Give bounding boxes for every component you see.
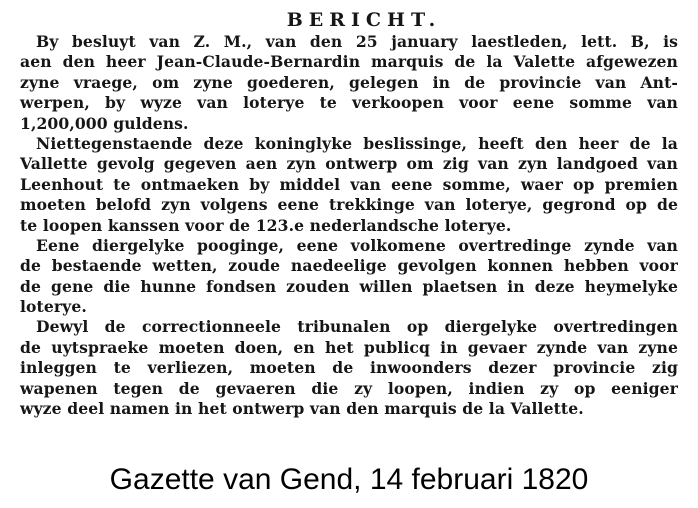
text-line: wapenen tegen de gevaeren die zy loopen, indien zy op eeniger <box>20 378 678 398</box>
text-line: inleggen te verliezen, moeten de inwoonders dezer provincie zig <box>20 358 678 378</box>
text-line: Dewyl de correctionneele tribunalen op diergelyke overtredingen <box>36 317 678 337</box>
text-line: de uytspraeke moeten doen, en het publicq in gevaer zynde van zyne <box>20 337 678 357</box>
text-line: Vallette gevolg gegeven aen zyn ontwerp om zig van zyn landgoed van <box>20 154 678 174</box>
caption: Gazette van Gend, 14 februari 1820 <box>109 463 589 496</box>
text-line: zyne vraege, om zyne goederen, gelegen in de provincie van Ant- <box>20 72 678 92</box>
text-line: Eene diergelyke pooginge, eene volkomene overtredinge zynde van <box>36 235 678 255</box>
newspaper-clipping <box>20 8 678 438</box>
text-line: te loopen kanssen voor de 123.e nederlandsche loterye. <box>20 215 512 235</box>
paragraph-1 <box>20 32 678 134</box>
text-line: de gene die hunne fondsen zouden willen plaetsen in deze heymelyke <box>20 276 678 296</box>
text-line: Niettegenstaende deze koninglyke beslissinge, heeft den heer de la <box>36 133 678 153</box>
text-line: wyze deel namen in het ontwerp van den marquis de la Vallette. <box>20 399 584 419</box>
article-title: BERICHT. <box>286 9 442 31</box>
text-line: de bestaende wetten, zoude naedeelige gevolgen konnen hebben voor <box>20 256 678 276</box>
text-line: moeten belofd zyn volgens eene trekkinge van loterye, gegrond op de <box>20 195 678 215</box>
text-line: Leenhout te ontmaeken by middel van eene somme, waer op premien <box>20 174 678 194</box>
paragraph-2 <box>20 134 678 236</box>
paragraph-4 <box>20 317 678 419</box>
text-line: By besluyt van Z. M., van den 25 january laestleden, lett. B, is <box>36 32 678 51</box>
text-line: werpen, by wyze van loterye te verkoopen voor eene somme van <box>20 93 678 113</box>
text-line: aen den heer Jean-Claude-Bernardin marquis de la Valette afgewezen <box>20 52 678 72</box>
text-line: loterye. <box>20 297 87 317</box>
paragraph-3 <box>20 236 678 318</box>
text-line: 1,200,000 guldens. <box>20 113 189 133</box>
